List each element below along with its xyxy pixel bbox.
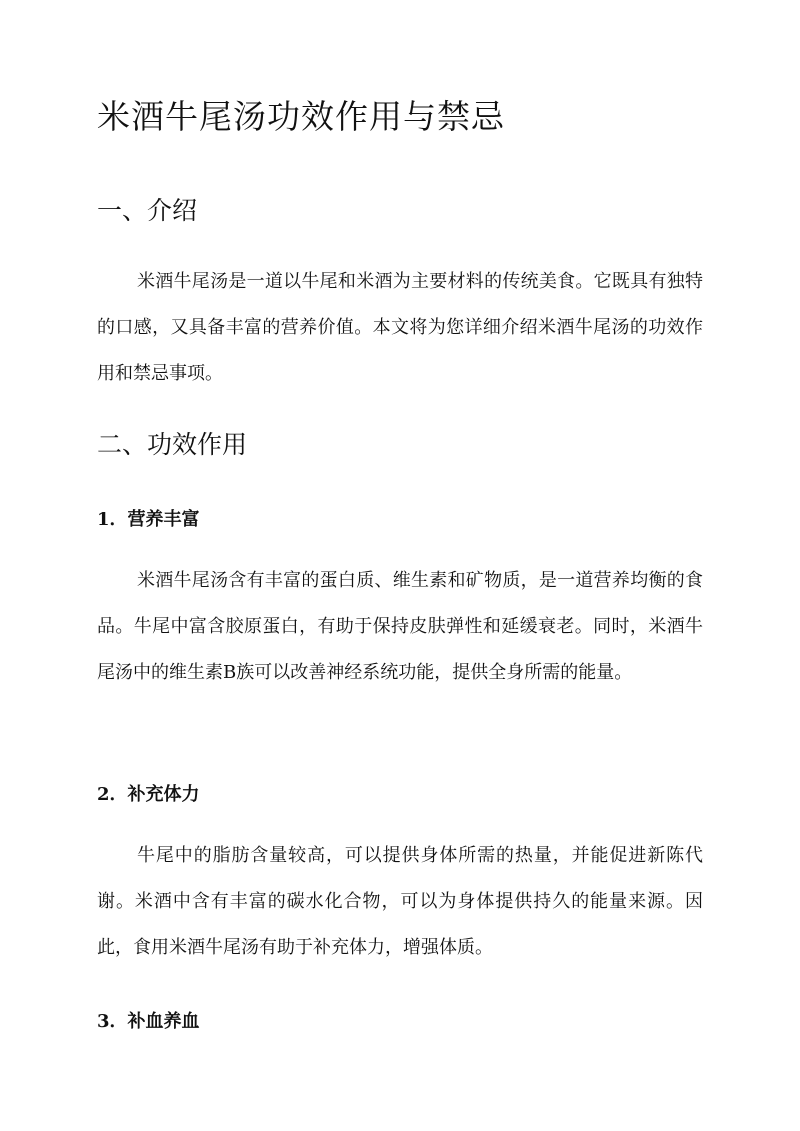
nutrition-paragraph: 米酒牛尾汤含有丰富的蛋白质、维生素和矿物质，是一道营养均衡的食品。牛尾中富含胶原蛋白，有助于保持皮肤弹性和延缓衰老。同时，米酒牛尾汤中的维生素B族可以改善神经系统功能，提供全身所需的能量。 (97, 570, 703, 683)
subheading-stamina: 2．补充体力 (97, 784, 200, 805)
subheading-blood: 3．补血养血 (97, 1011, 200, 1032)
section-heading-benefits: 二、功效作用 (97, 430, 248, 459)
subheading-nutrition: 1．营养丰富 (97, 509, 200, 530)
stamina-paragraph: 牛尾中的脂肪含量较高，可以提供身体所需的热量，并能促进新陈代谢。米酒中含有丰富的碳水化合物，可以为身体提供持久的能量来源。因此，食用米酒牛尾汤有助于补充体力，增强体质。 (97, 845, 703, 958)
document-title: 米酒牛尾汤功效作用与禁忌 (97, 97, 505, 136)
section-heading-intro: 一、介绍 (97, 196, 198, 225)
intro-paragraph: 米酒牛尾汤是一道以牛尾和米酒为主要材料的传统美食。它既具有独特的口感，又具备丰富的营养价值。本文将为您详细介绍米酒牛尾汤的功效作用和禁忌事项。 (97, 271, 703, 384)
